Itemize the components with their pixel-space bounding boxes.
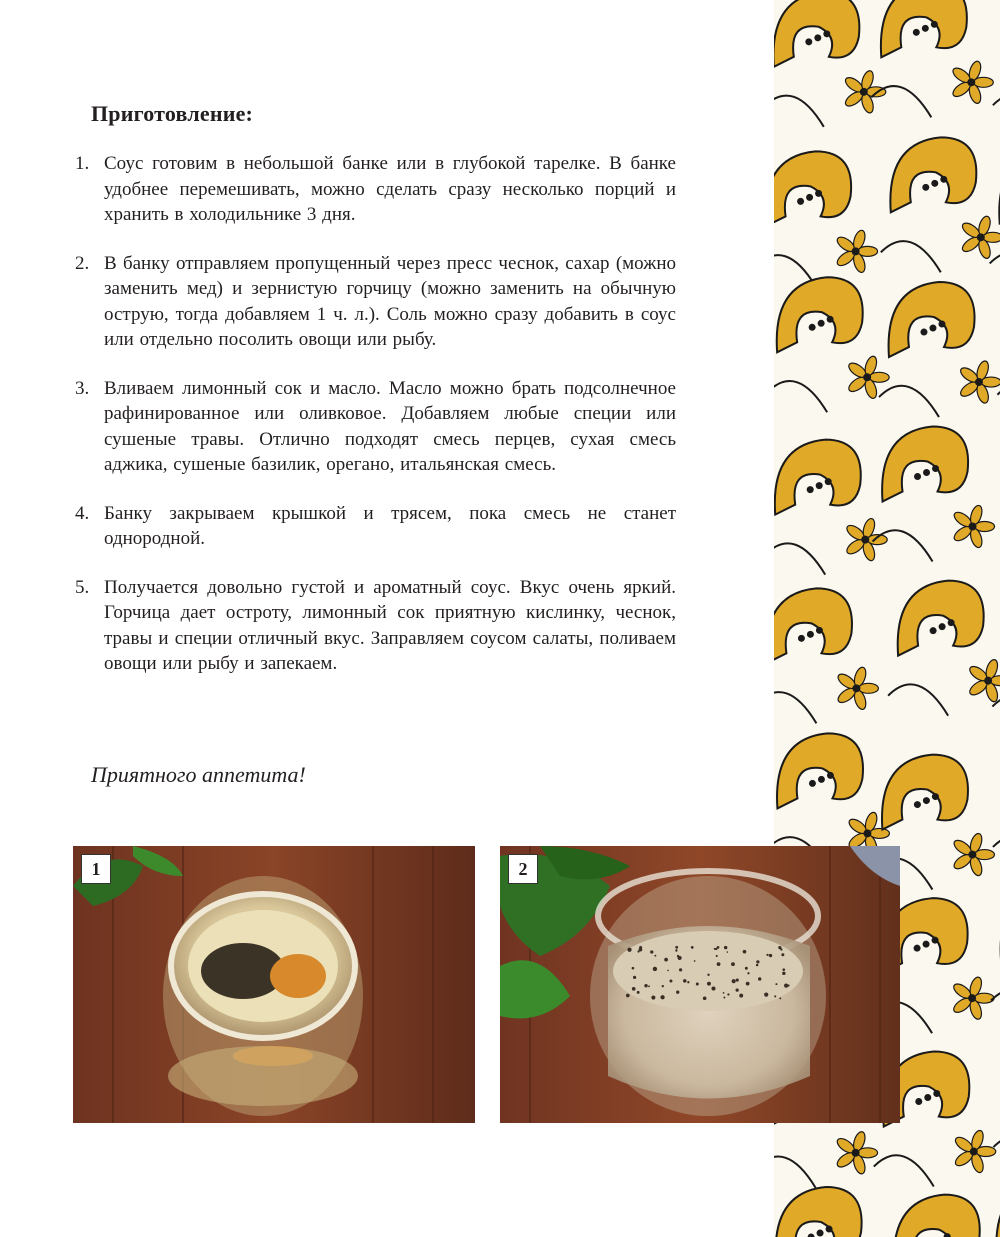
step-text: Получается довольно густой и ароматный соус. Вкус очень яркий. Горчица дает остроту, лимонный сок приятную кислинку, чеснок, травы и специи отличный вкус. Заправляем соусом салаты, поливаем овощи или рыбу и запекаем. xyxy=(104,576,676,674)
step-item xyxy=(75,151,676,228)
photo-step-1 xyxy=(73,846,475,1123)
step-item xyxy=(75,575,676,677)
photo-image xyxy=(73,846,475,1123)
section-heading: Приготовление: xyxy=(91,101,254,126)
step-text: Вливаем лимонный сок и масло. Масло можно брать подсолнечное рафинированное или оливковое. Добавляем любые специи или сушеные травы. Отлично подходят смесь перцев, сухая смесь аджика, сушеные базилик, орегано, итальянская смесь. xyxy=(104,377,676,475)
step-text: В банку отправляем пропущенный через пресс чеснок, сахар (можно заменить мед) и зернистую горчицу (можно заменить на обычную острую, тогда добавляем 1 ч. л.). Соль можно сразу добавить в соус или отдельно посолить овощи или рыбу. xyxy=(104,252,676,350)
step-number: 4. xyxy=(75,502,90,524)
step-item xyxy=(75,251,676,353)
step-number: 5. xyxy=(75,576,90,598)
steps-list xyxy=(75,151,676,700)
step-number: 2. xyxy=(75,252,90,274)
photo-step-2 xyxy=(500,846,900,1123)
step-number: 3. xyxy=(75,377,90,399)
photo-image xyxy=(500,846,900,1123)
step-item xyxy=(75,501,676,552)
step-text: Банку закрываем крышкой и трясем, пока смесь не станет однородной. xyxy=(104,502,676,549)
photo-badge: 2 xyxy=(508,854,538,884)
closing-wish: Приятного аппетита! xyxy=(91,762,306,787)
step-item xyxy=(75,376,676,478)
photo-badge: 1 xyxy=(81,854,111,884)
step-text: Соус готовим в небольшой банке или в глубокой тарелке. В банке удобнее перемешивать, можно сделать сразу несколько порций и хранить в холодильнике 3 дня. xyxy=(104,153,676,225)
step-number: 1. xyxy=(75,153,90,174)
